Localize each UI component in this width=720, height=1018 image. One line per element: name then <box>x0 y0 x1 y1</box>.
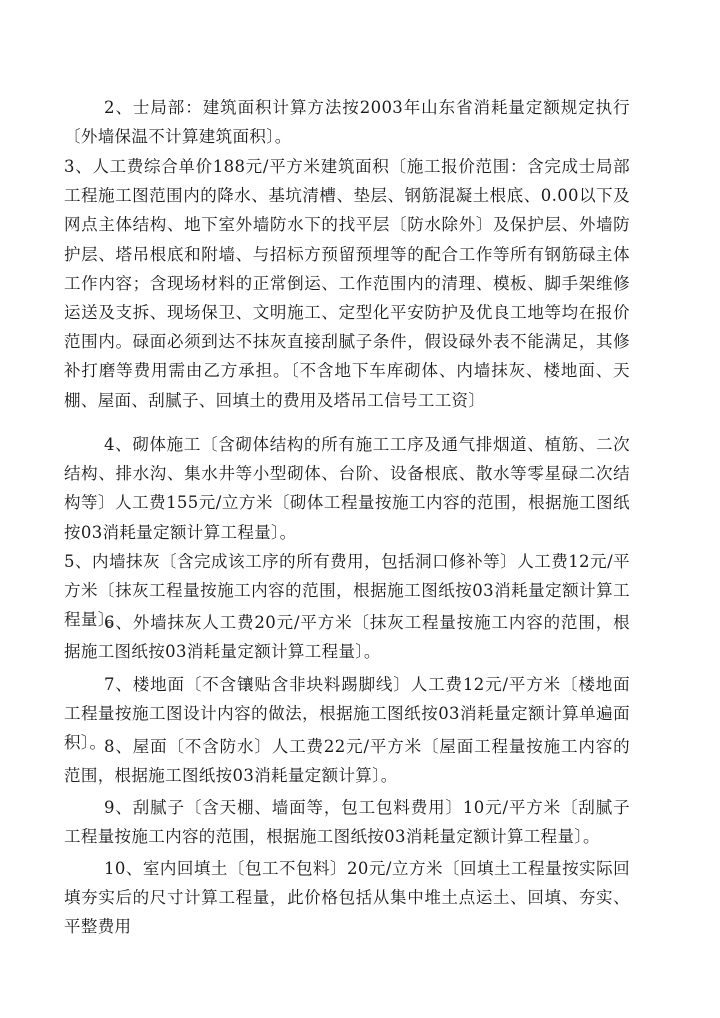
paragraph-10 <box>64 854 630 942</box>
paragraph-4-text: 4、砌体施工〔含砌体结构的所有施工工序及通气排烟道、植筋、二次结构、排水沟、集水井等小型砌体、台阶、设备根底、散水等零星碌二次结构等〕人工费155元/立方米〔砌体工程量按施工内容的范围，根据施工图纸按03消耗量定额计算工程量〕。 <box>64 435 630 542</box>
paragraph-2 <box>64 93 630 151</box>
paragraph-7-text: 7、楼地面〔不含镶贴含非块料踢脚线〕人工费12元/平方米〔楼地面工程量按施工图设计内容的做法，根据施工图纸按03消耗量定额计算单遍面积〕。 <box>64 675 630 753</box>
paragraph-10-text: 10、室内回填土〔包工不包料〕20元/立方米〔回填土工程量按实际回填夯实后的尺寸计算工程量，此价格包括从集中堆土点运土、回填、夯实、平整费用 <box>64 859 630 937</box>
paragraph-2-text: 2、士局部：建筑面积计算方法按2003年山东省消耗量定额规定执行〔外墙保温不计算建筑面积〕。 <box>64 98 630 147</box>
paragraph-3 <box>64 152 630 415</box>
paragraph-8 <box>64 732 630 790</box>
paragraph-9-text: 9、刮腻子〔含天棚、墙面等，包工包料费用〕10元/平方米〔刮腻子工程量按施工内容的范围，根据施工图纸按03消耗量定额计算工程量〕。 <box>64 798 630 847</box>
paragraph-4 <box>64 430 630 547</box>
paragraph-3-text: 3、人工费综合单价188元/平方米建筑面积〔施工报价范围：含完成士局部工程施工图范围内的降水、基坑清槽、垫层、钢筋混凝土根底、0.00以下及网点主体结构、地下室外墙防水下的找平层〔防水除外〕及保护层、外墙防护层、塔吊根底和附墙、与招标方预留预埋等的配合工作等所有钢筋碌主体工作内容；含现场材料的正常倒运、工作范围内的清理、模板、脚手架维修运送及支拆、现场保卫、文明施工、定型化平安防护及优良工地等均在报价范围内。碌面必须到达不抹灰直接刮腻子条件，假设碌外表不能满足，其修补打磨等费用需由乙方承担。〔不含地下车库砌体、内墙抹灰、楼地面、天棚、屋面、刮腻子、回填土的费用及塔吊工信号工工资〕 <box>64 157 630 410</box>
paragraph-6-text: 6、外墙抹灰人工费20元/平方米〔抹灰工程量按施工内容的范围，根据施工图纸按03消耗量定额计算工程量〕。 <box>64 613 630 662</box>
paragraph-8-text: 8、屋面〔不含防水〕人工费22元/平方米〔屋面工程量按施工内容的范围，根据施工图纸按03消耗量定额计算〕。 <box>64 737 630 786</box>
paragraph-6 <box>64 608 630 666</box>
paragraph-5-text: 5、内墙抹灰〔含完成该工序的所有费用，包括洞口修补等〕人工费12元/平方米〔抹灰工程量按施工内容的范围，根据施工图纸按03消耗量定额计算工程量〕。 <box>64 552 630 630</box>
paragraph-9 <box>64 793 630 851</box>
